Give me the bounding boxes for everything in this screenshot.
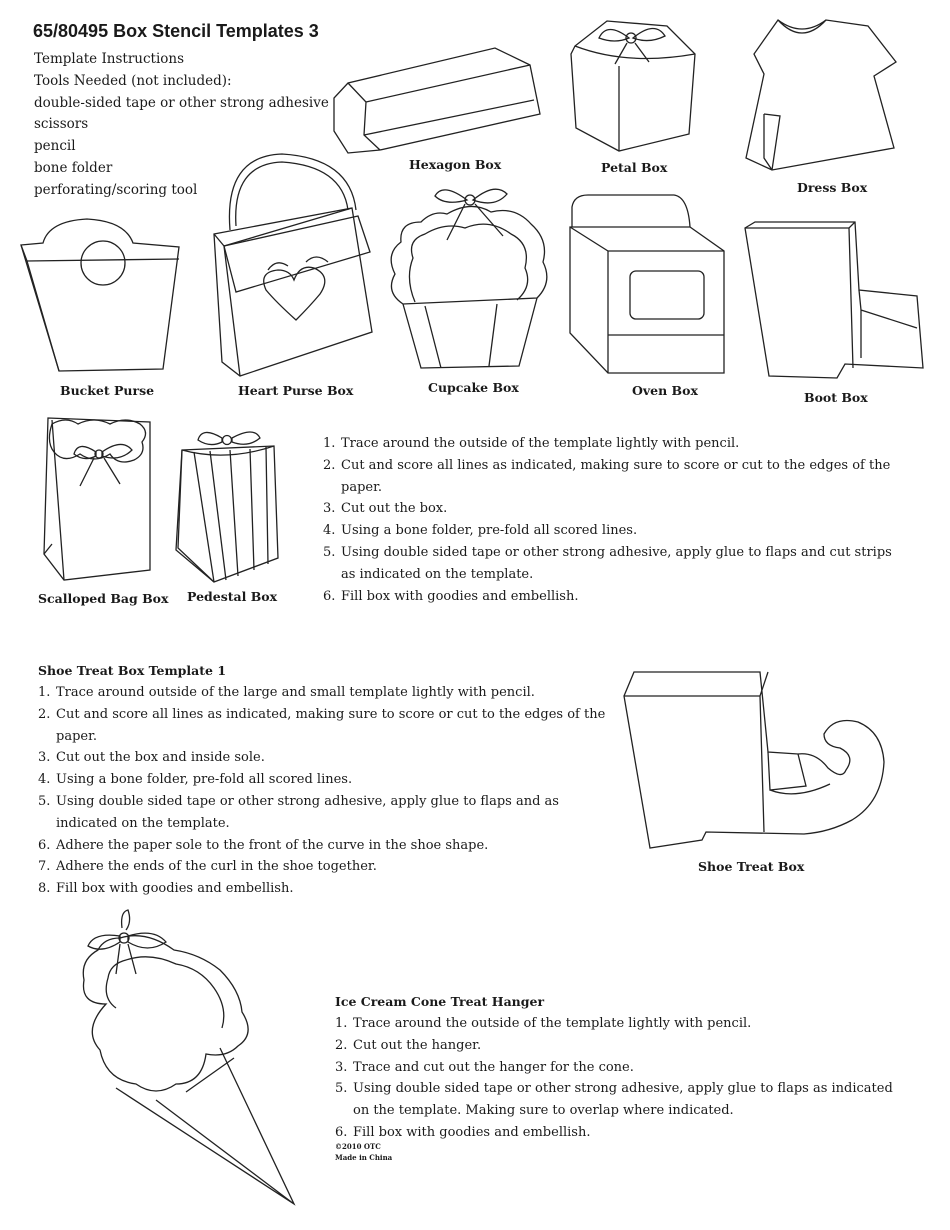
ice-cream-section-title: Ice Cream Cone Treat Hanger — [335, 994, 545, 1009]
tools-line: pencil — [34, 138, 76, 155]
shoe-treat-box-label: Shoe Treat Box — [698, 859, 805, 874]
general-instructions-list — [323, 433, 898, 607]
list-item: 2. Cut out the hanger. — [335, 1037, 482, 1053]
list-item: 5. Using double sided tape or other strong adhesive, apply glue to flaps as indicated on the template. Making sure to overlap where indicated. — [335, 1081, 893, 1119]
dress-box-illustration — [742, 16, 898, 174]
heart-purse-label: Heart Purse Box — [238, 383, 354, 398]
hexagon-box-label: Hexagon Box — [409, 157, 502, 172]
copyright-text: ©2010 OTC — [335, 1142, 381, 1151]
tools-line: scissors — [34, 116, 89, 133]
list-item: 1. Trace around the outside of the template lightly with pencil. — [323, 436, 740, 451]
pedestal-box-illustration — [174, 424, 284, 584]
tools-line: Template Instructions — [34, 51, 185, 67]
list-item: 8. Fill box with goodies and embellish. — [38, 881, 294, 897]
hexagon-box-illustration — [330, 45, 542, 157]
list-item: 2. Cut and score all lines as indicated, making sure to score or cut to the edges of the paper. — [38, 706, 606, 744]
petal-box-label: Petal Box — [601, 160, 668, 175]
tools-line: double-sided tape or other strong adhesive — [34, 94, 329, 111]
tools-line: Tools Needed (not included): — [34, 72, 232, 89]
ice-cream-instructions-list — [335, 1013, 905, 1144]
scalloped-bag-illustration — [40, 414, 158, 584]
pedestal-box-label: Pedestal Box — [187, 589, 278, 604]
dress-box-label: Dress Box — [797, 180, 868, 195]
list-item: 7. Adhere the ends of the curl in the shoe together. — [38, 859, 377, 875]
list-item: 3. Trace and cut out the hanger for the cone. — [335, 1059, 634, 1075]
tools-line: perforating/scoring tool — [34, 181, 198, 198]
list-item: 6. Adhere the paper sole to the front of the curve in the shoe shape. — [38, 837, 489, 853]
bucket-purse-label: Bucket Purse — [60, 383, 155, 398]
list-item: 2. Cut and score all lines as indicated, making sure to score or cut to the edges of the paper. — [323, 457, 891, 495]
boot-box-illustration — [741, 218, 925, 382]
petal-box-illustration — [567, 16, 699, 154]
scalloped-bag-label: Scalloped Bag Box — [38, 591, 169, 606]
list-item: 5. Using double sided tape or other strong adhesive, apply glue to flaps and as indicated on the template. — [38, 793, 559, 831]
boot-box-label: Boot Box — [804, 390, 868, 405]
cupcake-box-illustration — [385, 182, 551, 376]
list-item: 4. Using a bone folder, pre-fold all scored lines. — [38, 772, 353, 788]
shoe-treat-box-illustration — [620, 668, 888, 854]
list-item: 4. Using a bone folder, pre-fold all scored lines. — [323, 523, 638, 539]
list-item: 3. Cut out the box and inside sole. — [38, 750, 265, 766]
bucket-purse-illustration — [15, 215, 183, 373]
list-item: 5. Using double sided tape or other strong adhesive, apply glue to flaps and cut strips as indicated on the template. — [323, 544, 892, 582]
ice-cream-cone-illustration — [76, 908, 302, 1208]
list-item: 6. Fill box with goodies and embellish. — [335, 1124, 591, 1140]
made-in-text: Made in China — [335, 1153, 393, 1162]
list-item: 6. Fill box with goodies and embellish. — [323, 588, 579, 604]
list-item: 1. Trace around the outside of the template lightly with pencil. — [335, 1016, 752, 1031]
oven-box-illustration — [568, 193, 728, 377]
oven-box-label: Oven Box — [632, 383, 698, 398]
shoe-instructions-list — [38, 682, 613, 900]
shoe-section-title: Shoe Treat Box Template 1 — [38, 663, 227, 678]
list-item: 3. Cut out the box. — [323, 501, 448, 517]
cupcake-box-label: Cupcake Box — [428, 380, 519, 395]
list-item: 1. Trace around outside of the large and small template lightly with pencil. — [38, 685, 535, 700]
page-title: 65/80495 Box Stencil Templates 3 — [33, 21, 319, 41]
tools-line: bone folder — [34, 159, 113, 176]
heart-purse-illustration — [210, 152, 376, 380]
